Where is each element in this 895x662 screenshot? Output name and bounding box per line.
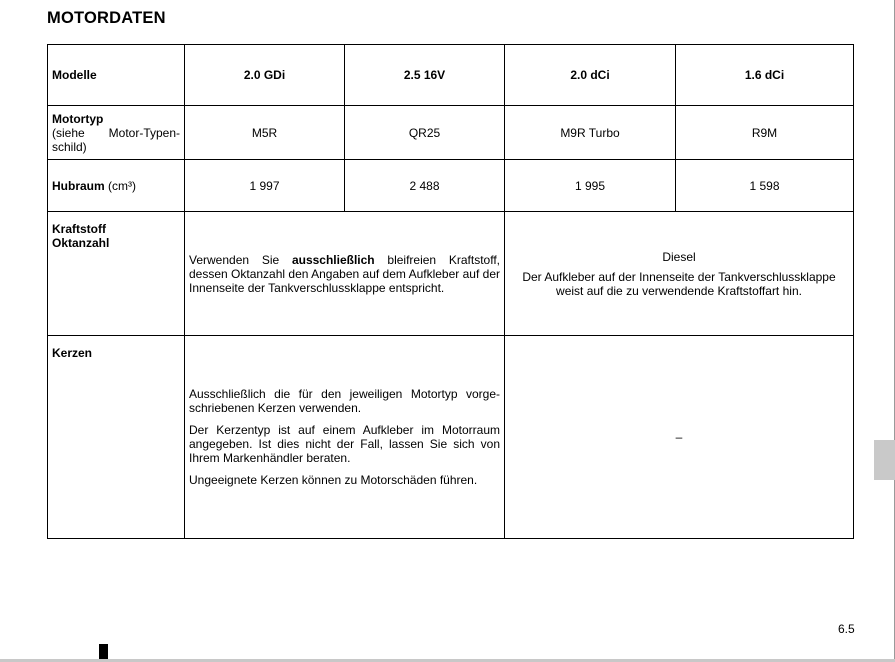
motortyp-value: M9R Turbo	[505, 106, 676, 160]
row-label-kerzen: Kerzen	[48, 336, 185, 539]
model-header-cell: 2.5 16V	[345, 45, 505, 106]
hubraum-unit: (cm³)	[108, 178, 136, 193]
page-number: 6.5	[838, 622, 855, 636]
page-title: MOTORDATEN	[47, 9, 166, 27]
petrol-fuel-text	[185, 212, 505, 336]
motortyp-value: QR25	[345, 106, 505, 160]
chapter-tab-marker	[874, 440, 895, 480]
hubraum-value: 1 997	[185, 160, 345, 212]
spark-plug-paragraph: Ungeeignete Kerzen können zu Motorschäden führen.	[189, 473, 478, 487]
motortyp-value: R9M	[676, 106, 854, 160]
crop-marker	[99, 644, 108, 659]
model-header-cell: 1.6 dCi	[676, 45, 854, 106]
row-label-kraftstoff	[48, 212, 185, 336]
diesel-spark-plug-value: –	[505, 336, 854, 539]
kraftstoff-label: Kraftstoff	[52, 222, 106, 236]
motortyp-label: Motortyp	[52, 111, 104, 126]
petrol-spark-plug-text	[185, 336, 505, 539]
hubraum-value: 2 488	[345, 160, 505, 212]
table-row-hubraum	[48, 160, 854, 212]
row-label-hubraum	[48, 160, 185, 212]
petrol-fuel-text-bold: ausschließlich	[291, 252, 375, 267]
petrol-fuel-text-post: bleifreien Kraftstoff, dessen Oktanzahl den Angaben auf dem Aufkleber auf der Innenseite der Tankverschlussklappe entspricht.	[189, 252, 501, 295]
table-row-models	[48, 45, 854, 106]
hubraum-value: 1 995	[505, 160, 676, 212]
oktanzahl-label: Oktanzahl	[52, 236, 110, 250]
motortyp-sublabel: (siehe Motor-Typen-schild)	[52, 125, 180, 154]
hubraum-label: Hubraum	[52, 178, 105, 193]
spark-plug-paragraph: Ausschließlich die für den jeweiligen Motortyp vorge-schriebenen Kerzen verwenden.	[189, 387, 500, 415]
spark-plug-paragraph: Der Kerzentyp ist auf einem Aufkleber im Motorraum angegeben. Ist dies nicht der Fall, lassen Sie sich von Ihrem Markenhändler beraten.	[189, 423, 500, 465]
motortyp-value: M5R	[185, 106, 345, 160]
diesel-title: Diesel	[662, 249, 696, 264]
diesel-text: Der Aufkleber auf der Innenseite der Tankverschlussklappe weist auf die zu verwendende Kraftstoffart hin.	[522, 269, 836, 298]
table-row-motortyp	[48, 106, 854, 160]
petrol-fuel-text-pre: Verwenden Sie	[189, 252, 292, 267]
row-label-models: Modelle	[48, 45, 185, 106]
engine-data-table	[47, 44, 854, 539]
row-label-motortyp	[48, 106, 185, 160]
table-row-kraftstoff	[48, 212, 854, 336]
hubraum-value: 1 598	[676, 160, 854, 212]
model-header-cell: 2.0 GDi	[185, 45, 345, 106]
table-row-kerzen	[48, 336, 854, 539]
model-header-cell: 2.0 dCi	[505, 45, 676, 106]
diesel-fuel-cell	[505, 212, 854, 336]
